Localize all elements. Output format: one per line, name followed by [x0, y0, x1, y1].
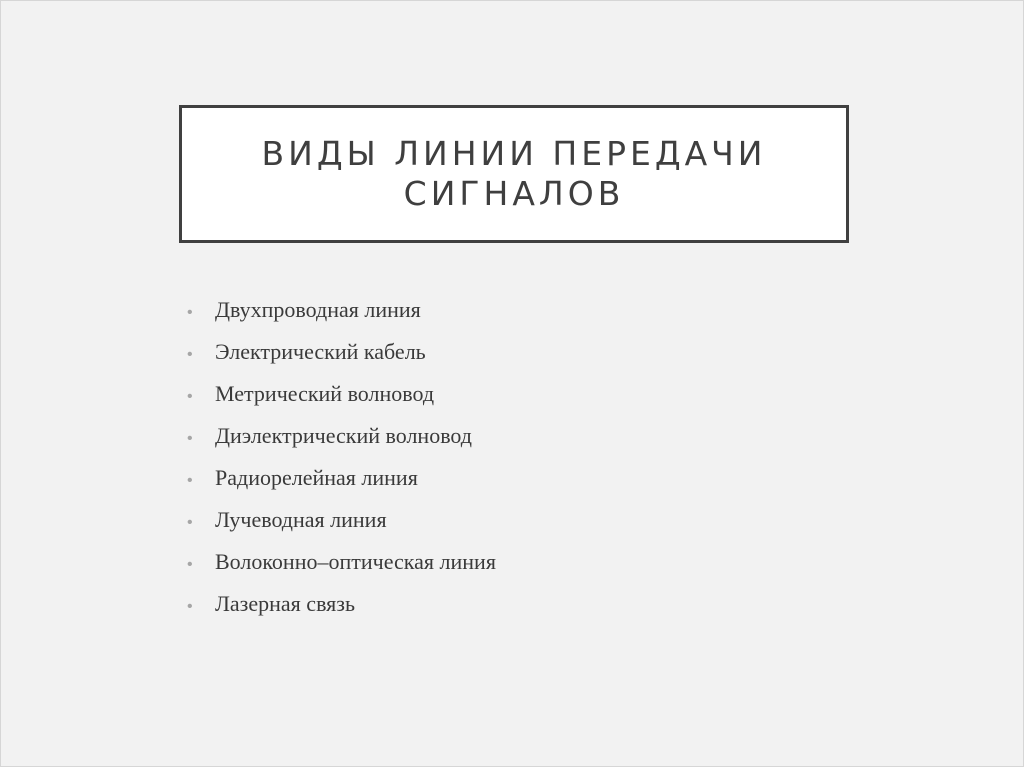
bullet-icon: • [187, 304, 193, 321]
list-item-label: Метрический волновод [215, 381, 435, 406]
list-item [187, 507, 496, 549]
list-item-label: Диэлектрический волновод [215, 423, 472, 448]
list-item-label: Волоконно–оптическая линия [215, 549, 496, 574]
list-item [187, 339, 496, 381]
title-box [179, 105, 849, 243]
bullet-icon: • [187, 556, 193, 573]
bullet-list [187, 297, 496, 633]
bullet-icon: • [187, 430, 193, 447]
list-item-label: Лучеводная линия [215, 507, 387, 532]
list-item [187, 381, 496, 423]
list-item [187, 423, 496, 465]
list-item [187, 591, 496, 633]
bullet-icon: • [187, 514, 193, 531]
list-item-label: Электрический кабель [215, 339, 426, 364]
list-item-label: Двухпроводная линия [215, 297, 421, 322]
bullet-icon: • [187, 472, 193, 489]
bullet-icon: • [187, 346, 193, 363]
list-item-label: Радиорелейная линия [215, 465, 418, 490]
title-line-1: ВИДЫ ЛИНИИ ПЕРЕДАЧИ [261, 134, 767, 173]
slide-title [262, 134, 767, 214]
list-item [187, 465, 496, 507]
list-item [187, 549, 496, 591]
title-line-2: СИГНАЛОВ [403, 174, 625, 213]
list-item-label: Лазерная связь [215, 591, 356, 616]
bullet-icon: • [187, 598, 193, 615]
bullet-icon: • [187, 388, 193, 405]
list-item [187, 297, 496, 339]
